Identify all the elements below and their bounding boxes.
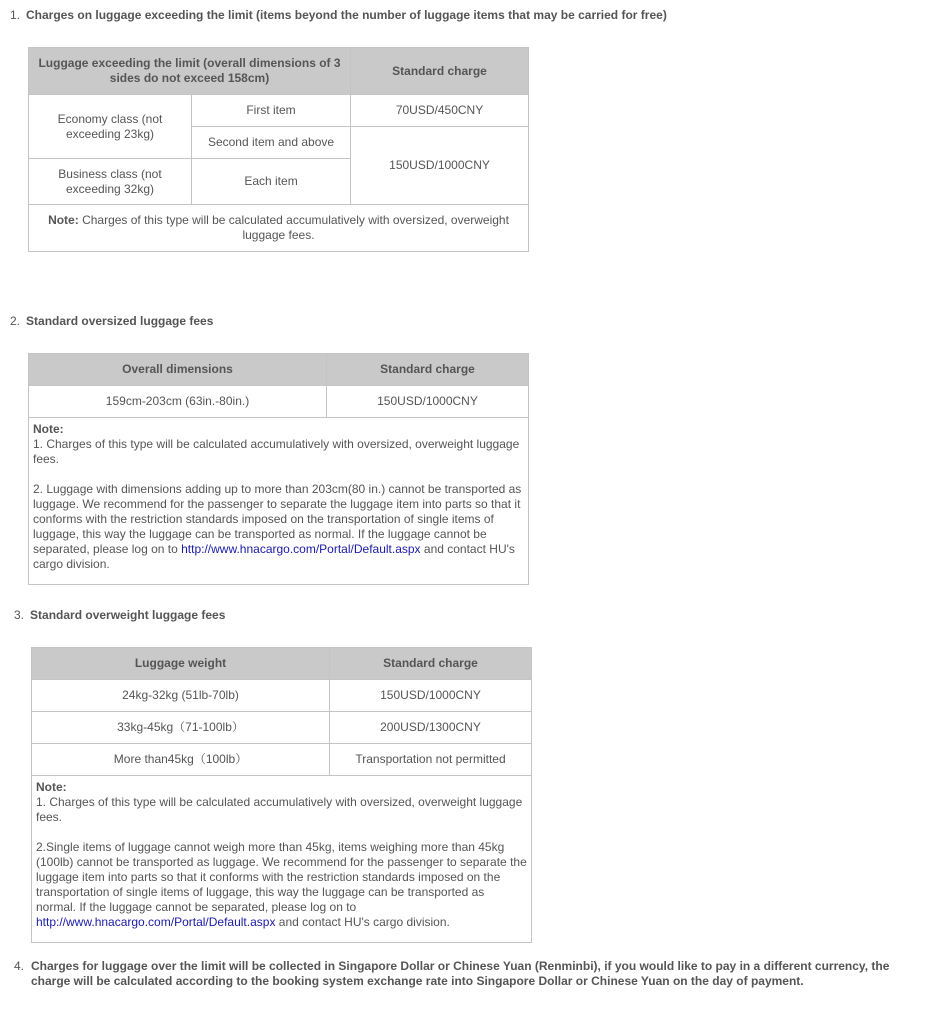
oversized-note-cell <box>29 418 529 585</box>
oversized-charge-cell: 150USD/1000CNY <box>327 386 529 418</box>
oversized-note-2-tail: and contact HU's cargo division. <box>33 542 515 571</box>
section-2-heading: Standard oversized luggage fees <box>26 314 214 328</box>
section-4-text: Charges for luggage over the limit will be collected in Singapore Dollar or Chinese Yuan (Renminbi), if you would like to pay in a different currency, the charge will be calculated according to the booking system exchange rate into Singapore Dollar or Chinese Yuan on the day of payment. <box>31 959 890 988</box>
excess-header-charge: Standard charge <box>351 48 529 95</box>
excess-luggage-table <box>28 47 529 252</box>
overweight-note-2 <box>36 840 527 930</box>
section-4 <box>14 959 914 989</box>
overweight-charge-cell: Transportation not permitted <box>330 744 532 776</box>
overweight-weight-cell: More than45kg（100lb） <box>32 744 330 776</box>
oversized-note-label: Note: <box>33 422 64 436</box>
section-2-title <box>10 314 213 329</box>
oversized-table <box>28 353 529 585</box>
section-3-title <box>14 608 225 623</box>
oversized-note-2 <box>33 482 524 572</box>
section-1-heading: Charges on luggage exceeding the limit (items beyond the number of luggage items that may be carried for free) <box>26 8 667 22</box>
oversized-header-charge: Standard charge <box>327 354 529 386</box>
overweight-table <box>31 647 532 943</box>
overweight-charge-cell: 200USD/1300CNY <box>330 712 532 744</box>
excess-note-cell <box>29 205 529 252</box>
overweight-weight-cell: 33kg-45kg（71-100lb） <box>32 712 330 744</box>
section-3-heading: Standard overweight luggage fees <box>30 608 226 622</box>
oversized-header-dimensions: Overall dimensions <box>29 354 327 386</box>
excess-header-luggage: Luggage exceeding the limit (overall dimensions of 3 sides do not exceed 158cm) <box>29 48 351 95</box>
each-item-cell: Each item <box>192 159 351 205</box>
oversized-dims-cell: 159cm-203cm (63in.-80in.) <box>29 386 327 418</box>
section-3-number: 3. <box>14 608 25 622</box>
second-item-cell: Second item and above <box>192 127 351 159</box>
hnacargo-link[interactable]: http://www.hnacargo.com/Portal/Default.aspx <box>36 915 276 929</box>
first-item-cell: First item <box>192 95 351 127</box>
section-1-title <box>10 8 910 23</box>
section-4-number: 4. <box>14 959 25 973</box>
economy-class-cell: Economy class (not exceeding 23kg) <box>29 95 192 159</box>
overweight-weight-cell: 24kg-32kg (51lb-70lb) <box>32 680 330 712</box>
oversized-note-1: 1. Charges of this type will be calculated accumulatively with oversized, overweight luggage fees. <box>33 437 520 466</box>
first-item-charge-cell: 70USD/450CNY <box>351 95 529 127</box>
overweight-note-cell <box>32 776 532 943</box>
section-2-number: 2. <box>10 314 21 328</box>
section-1-number: 1. <box>10 8 21 22</box>
overweight-charge-cell: 150USD/1000CNY <box>330 680 532 712</box>
overweight-note-1: 1. Charges of this type will be calculated accumulatively with oversized, overweight luggage fees. <box>36 795 523 824</box>
overweight-note-2-text: 2.Single items of luggage cannot weigh more than 45kg, items weighing more than 45kg (100lb) cannot be transported as luggage. We recommend for the passenger to separate the luggage item into parts so that it conforms with the restriction standards imposed on the transportation of single items of luggage, this way the luggage can be transported as normal. If the luggage cannot be separated, please log on to <box>36 840 527 914</box>
excess-note-label: Note: <box>48 213 79 227</box>
business-class-cell: Business class (not exceeding 32kg) <box>29 159 192 205</box>
overweight-header-weight: Luggage weight <box>32 648 330 680</box>
oversized-note-2-text: 2. Luggage with dimensions adding up to more than 203cm(80 in.) cannot be transported as luggage. We recommend for the passenger to separate the luggage item into parts so that it conforms with the restriction standards imposed on the transportation of single items of luggage, this way the luggage can be transported as normal. If the luggage cannot be separated, please log on to <box>33 482 522 556</box>
overweight-note-label: Note: <box>36 780 67 794</box>
shared-charge-cell: 150USD/1000CNY <box>351 127 529 205</box>
overweight-header-charge: Standard charge <box>330 648 532 680</box>
overweight-note-2-tail: and contact HU's cargo division. <box>275 915 450 929</box>
hnacargo-link[interactable]: http://www.hnacargo.com/Portal/Default.aspx <box>181 542 421 556</box>
excess-note-text: Charges of this type will be calculated accumulatively with oversized, overweight luggage fees. <box>78 213 509 242</box>
